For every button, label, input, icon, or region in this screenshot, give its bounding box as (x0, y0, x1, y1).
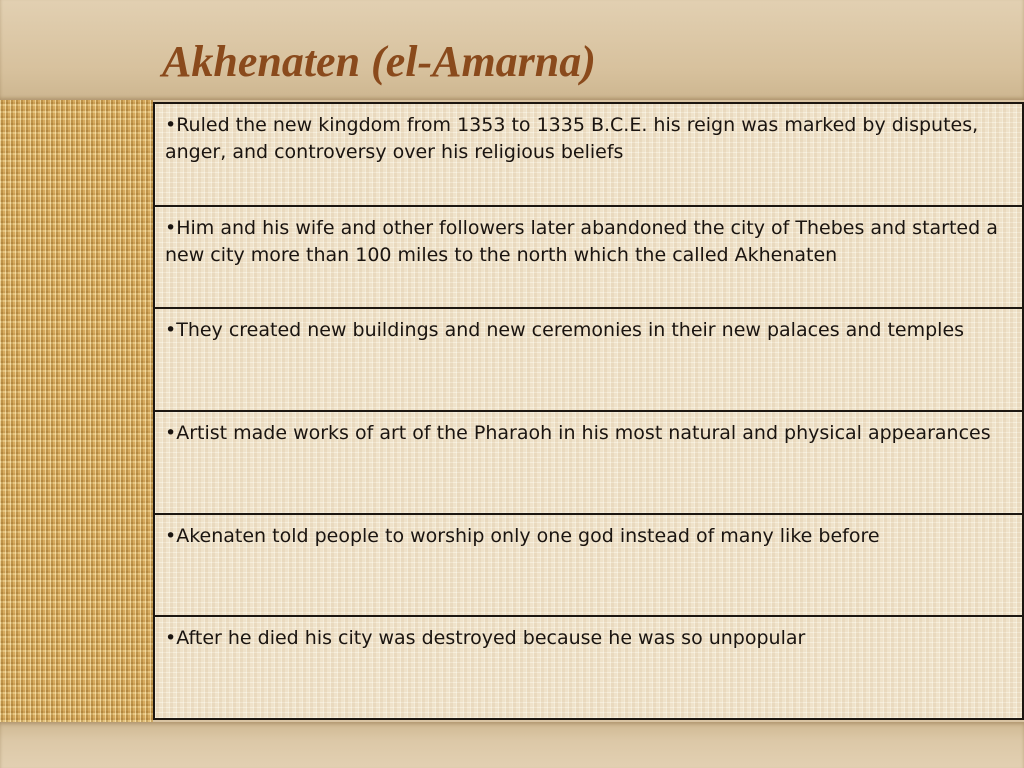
table-row (155, 309, 1022, 412)
table-row (155, 412, 1022, 515)
table-row (155, 515, 1022, 618)
row-text: •They created new buildings and new ceremonies in their new palaces and temples (165, 319, 965, 342)
row-text: •Artist made works of art of the Pharaoh in his most natural and physical appearances (165, 422, 991, 445)
row-text: •Akenaten told people to worship only one god instead of many like before (165, 524, 880, 547)
slide-title: Akhenaten (el-Amarna) (162, 37, 596, 86)
papyrus-strip (0, 100, 153, 722)
table-row (155, 207, 1022, 310)
row-text: •Him and his wife and other followers later abandoned the city of Thebes and started a new city more than 100 miles to the north which the called Akhenaten (165, 216, 998, 266)
table-row (155, 104, 1022, 207)
row-text: •Ruled the new kingdom from 1353 to 1335 B.C.E. his reign was marked by disputes, anger, and controversy over his religious beliefs (165, 114, 979, 163)
footer-band (0, 722, 1024, 768)
content-table (153, 102, 1024, 720)
table-row (155, 617, 1022, 718)
row-text: •After he died his city was destroyed because he was so unpopular (165, 627, 806, 650)
